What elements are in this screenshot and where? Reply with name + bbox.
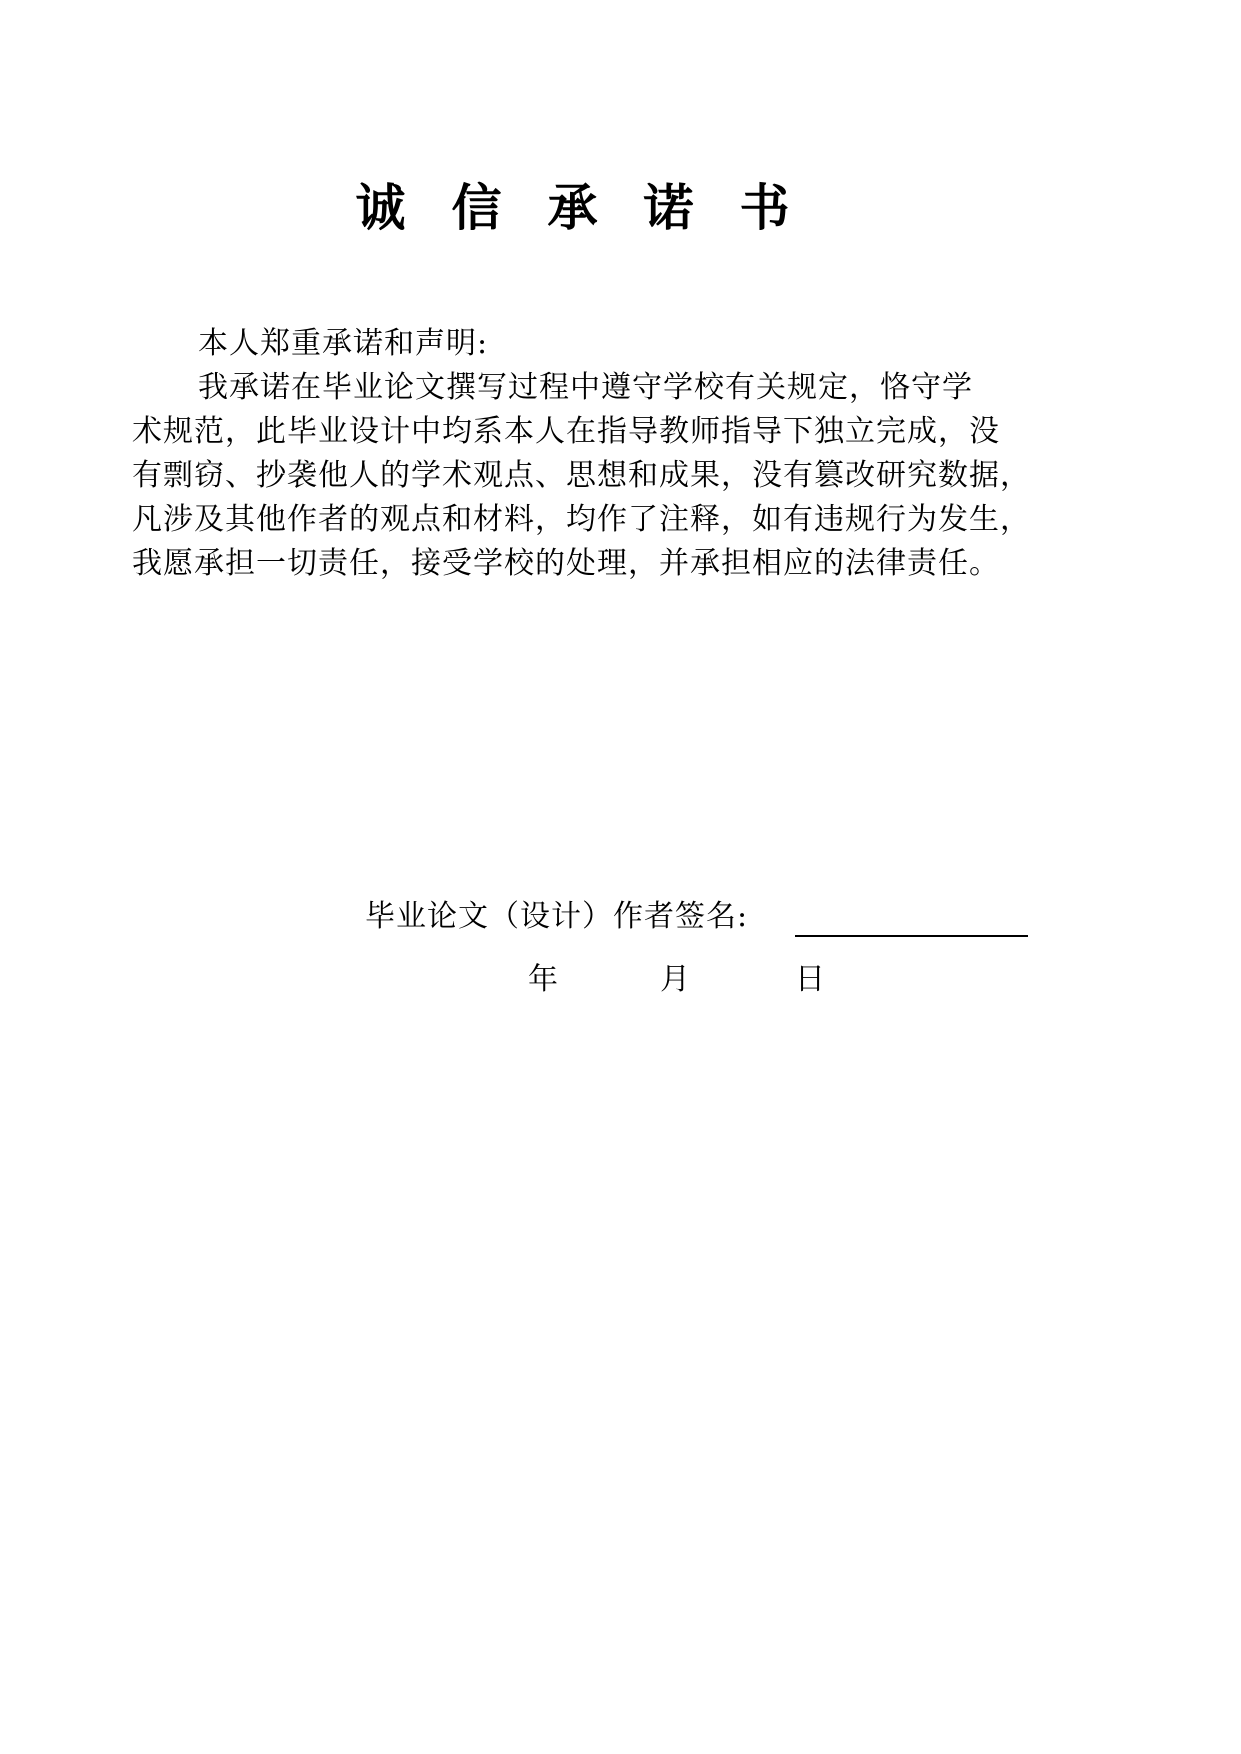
pledge-line-1: 我承诺在毕业论文撰写过程中遵守学校有关规定，恪守学 <box>198 370 973 405</box>
pledge-line-5: 我愿承担一切责任，接受学校的处理，并承担相应的法律责任。 <box>132 546 1000 581</box>
date-month-label: 月 <box>660 962 690 997</box>
date-day-label: 日 <box>795 962 825 997</box>
document-title: 诚信承诺书 <box>355 178 836 237</box>
signature-label: 毕业论文（设计）作者签名: <box>365 899 749 934</box>
signature-line[interactable] <box>795 935 1028 937</box>
date-year-label: 年 <box>528 962 558 997</box>
intro-statement: 本人郑重承诺和声明: <box>198 326 489 361</box>
pledge-line-2: 术规范，此毕业设计中均系本人在指导教师指导下独立完成，没 <box>132 414 1000 449</box>
pledge-paragraph <box>132 366 1050 586</box>
pledge-line-3: 有剽窃、抄袭他人的学术观点、思想和成果，没有篡改研究数据， <box>132 458 1031 493</box>
pledge-line-4: 凡涉及其他作者的观点和材料，均作了注释，如有违规行为发生， <box>132 502 1031 537</box>
